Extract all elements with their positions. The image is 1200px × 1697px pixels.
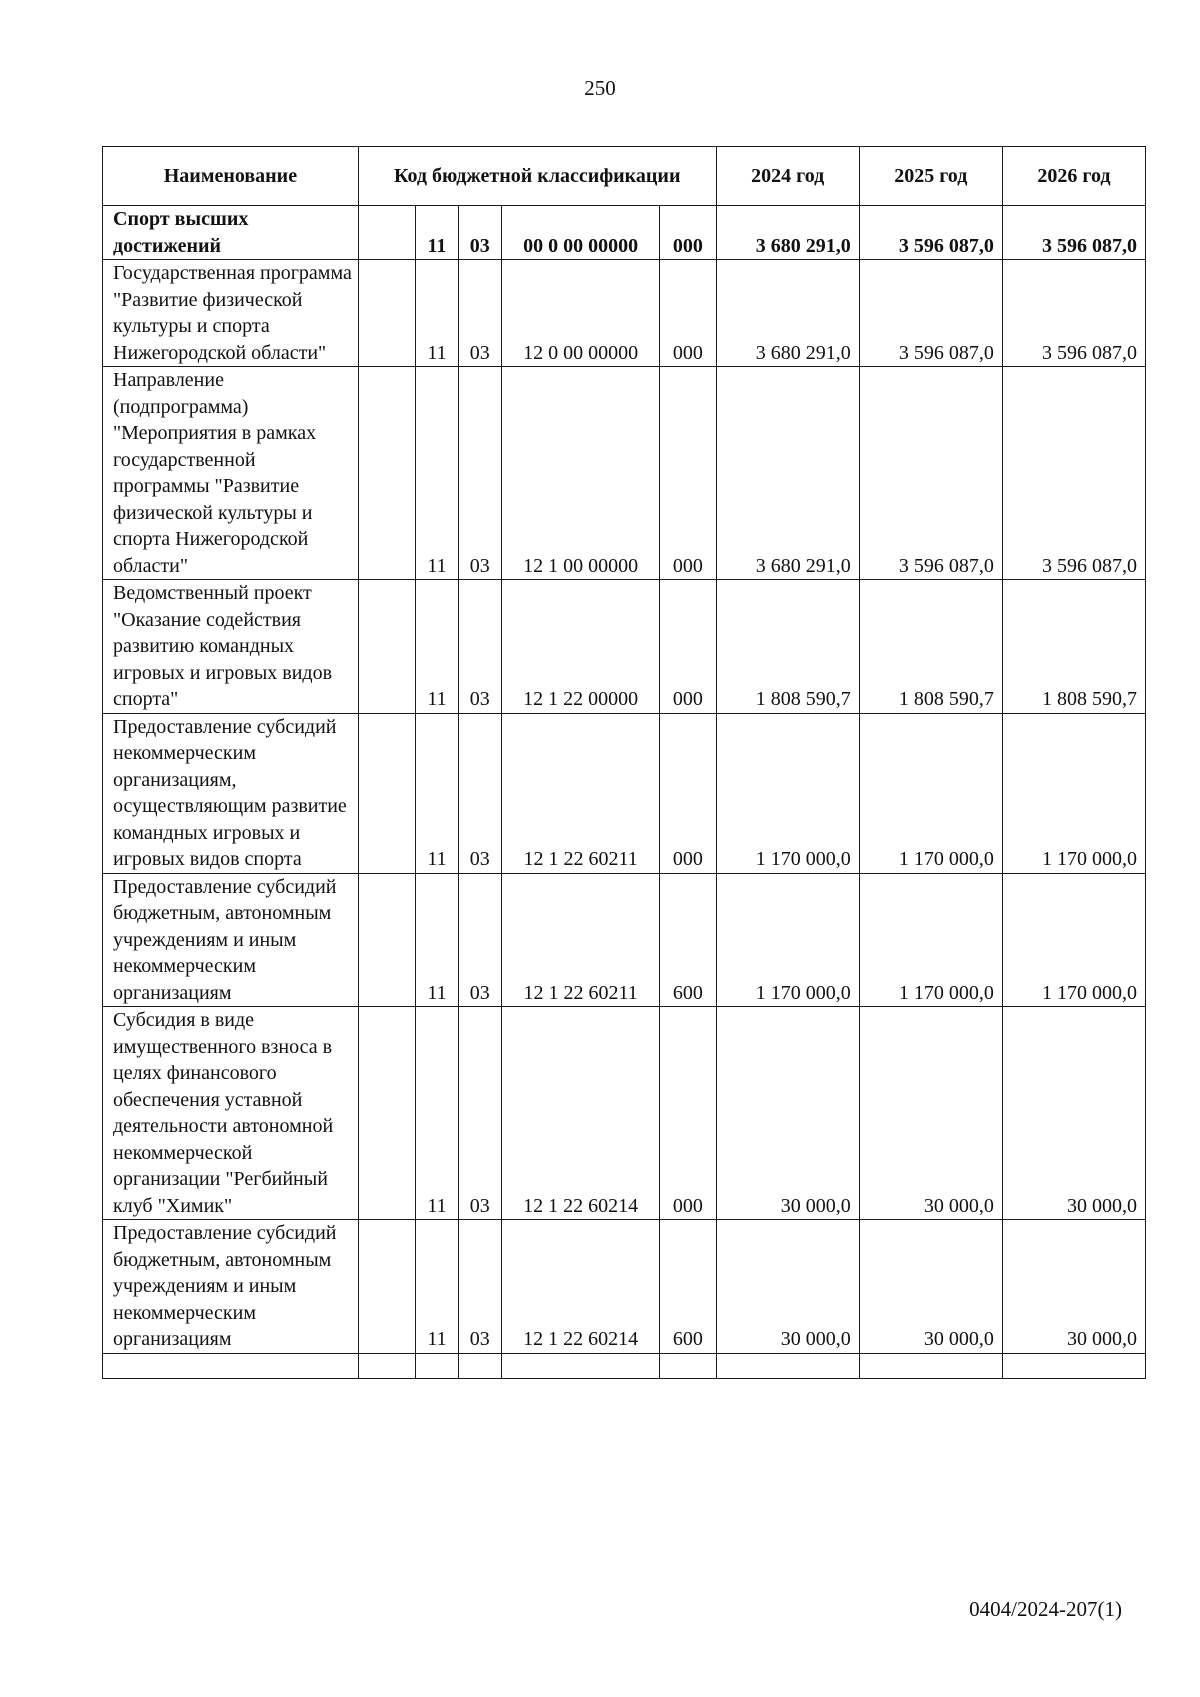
row-name: Ведомственный проект "Оказание содействия развитию командных игровых и игровых видов спорта" (103, 580, 359, 714)
row-amount-2026: 3 596 087,0 (1002, 206, 1145, 260)
row-amount-2024: 30 000,0 (716, 1007, 859, 1220)
row-amount-2026: 1 808 590,7 (1002, 580, 1145, 714)
row-blank-cell (358, 367, 415, 580)
empty-cell (416, 1353, 458, 1378)
page-number: 250 (584, 76, 616, 100)
row-section: 11 (416, 1220, 458, 1354)
row-amount-2025: 30 000,0 (859, 1220, 1002, 1354)
row-amount-2026: 1 170 000,0 (1002, 873, 1145, 1007)
row-section: 11 (416, 713, 458, 873)
header-2026: 2026 год (1002, 147, 1145, 206)
row-section: 11 (416, 206, 458, 260)
table-row-empty (103, 1353, 1146, 1378)
empty-cell (1002, 1353, 1145, 1378)
row-section: 11 (416, 580, 458, 714)
row-blank-cell (358, 580, 415, 714)
row-amount-2024: 1 808 590,7 (716, 580, 859, 714)
header-2025: 2025 год (859, 147, 1002, 206)
row-blank-cell (358, 260, 415, 367)
row-section: 11 (416, 873, 458, 1007)
table-row (103, 1007, 1146, 1220)
table-header-row (103, 147, 1146, 206)
row-amount-2025: 3 596 087,0 (859, 206, 1002, 260)
row-blank-cell (358, 1007, 415, 1220)
table-row (103, 713, 1146, 873)
row-subsection: 03 (458, 580, 501, 714)
row-subsection: 03 (458, 206, 501, 260)
row-amount-2025: 1 170 000,0 (859, 713, 1002, 873)
table-row (103, 367, 1146, 580)
row-name: Предоставление субсидий бюджетным, автономным учреждениям и иным некоммерческим организациям (103, 1220, 359, 1354)
row-name: Направление (подпрограмма) "Мероприятия в рамках государственной программы "Развитие физической культуры и спорта Нижегородской области" (103, 367, 359, 580)
row-amount-2025: 3 596 087,0 (859, 260, 1002, 367)
row-amount-2026: 3 596 087,0 (1002, 260, 1145, 367)
row-expense-type: 600 (660, 1220, 716, 1354)
row-section: 11 (416, 1007, 458, 1220)
row-amount-2026: 30 000,0 (1002, 1220, 1145, 1354)
empty-cell (358, 1353, 415, 1378)
row-subsection: 03 (458, 1220, 501, 1354)
row-expense-type: 000 (660, 713, 716, 873)
document-code: 0404/2024-207(1) (969, 1597, 1122, 1621)
row-amount-2025: 3 596 087,0 (859, 367, 1002, 580)
row-amount-2024: 3 680 291,0 (716, 260, 859, 367)
empty-cell (859, 1353, 1002, 1378)
row-amount-2024: 1 170 000,0 (716, 873, 859, 1007)
row-name: Субсидия в виде имущественного взноса в целях финансового обеспечения уставной деятельности автономной некоммерческой организации "Регбийный клуб "Химик" (103, 1007, 359, 1220)
header-name: Наименование (103, 147, 359, 206)
row-expense-type: 000 (660, 367, 716, 580)
row-amount-2025: 1 808 590,7 (859, 580, 1002, 714)
row-blank-cell (358, 873, 415, 1007)
row-expense-type: 000 (660, 580, 716, 714)
header-code: Код бюджетной классификации (358, 147, 716, 206)
row-expense-type: 600 (660, 873, 716, 1007)
row-subsection: 03 (458, 873, 501, 1007)
row-target-code: 12 1 00 00000 (501, 367, 659, 580)
empty-cell (716, 1353, 859, 1378)
row-blank-cell (358, 713, 415, 873)
table-row (103, 1220, 1146, 1354)
row-name: Спорт высших достижений (103, 206, 359, 260)
table-row (103, 260, 1146, 367)
budget-table (102, 146, 1146, 1379)
empty-cell (458, 1353, 501, 1378)
row-expense-type: 000 (660, 1007, 716, 1220)
row-target-code: 12 1 22 60214 (501, 1007, 659, 1220)
row-blank-cell (358, 1220, 415, 1354)
row-amount-2024: 3 680 291,0 (716, 367, 859, 580)
row-name: Предоставление субсидий бюджетным, автономным учреждениям и иным некоммерческим организациям (103, 873, 359, 1007)
row-subsection: 03 (458, 260, 501, 367)
row-amount-2026: 1 170 000,0 (1002, 713, 1145, 873)
row-target-code: 12 1 22 60211 (501, 713, 659, 873)
table-row (103, 873, 1146, 1007)
row-target-code: 12 1 22 60214 (501, 1220, 659, 1354)
row-target-code: 12 1 22 60211 (501, 873, 659, 1007)
header-2024: 2024 год (716, 147, 859, 206)
table-row (103, 206, 1146, 260)
row-target-code: 12 0 00 00000 (501, 260, 659, 367)
empty-cell (660, 1353, 716, 1378)
row-expense-type: 000 (660, 206, 716, 260)
row-target-code: 00 0 00 00000 (501, 206, 659, 260)
row-amount-2024: 30 000,0 (716, 1220, 859, 1354)
table-row (103, 580, 1146, 714)
row-amount-2024: 1 170 000,0 (716, 713, 859, 873)
row-amount-2025: 1 170 000,0 (859, 873, 1002, 1007)
row-subsection: 03 (458, 1007, 501, 1220)
row-amount-2024: 3 680 291,0 (716, 206, 859, 260)
row-name: Предоставление субсидий некоммерческим организациям, осуществляющим развитие командных игровых и игровых видов спорта (103, 713, 359, 873)
row-expense-type: 000 (660, 260, 716, 367)
row-amount-2025: 30 000,0 (859, 1007, 1002, 1220)
row-section: 11 (416, 367, 458, 580)
row-blank-cell (358, 206, 415, 260)
empty-cell (103, 1353, 359, 1378)
row-amount-2026: 30 000,0 (1002, 1007, 1145, 1220)
row-section: 11 (416, 260, 458, 367)
row-subsection: 03 (458, 713, 501, 873)
row-amount-2026: 3 596 087,0 (1002, 367, 1145, 580)
empty-cell (501, 1353, 659, 1378)
row-name: Государственная программа "Развитие физической культуры и спорта Нижегородской области" (103, 260, 359, 367)
row-target-code: 12 1 22 00000 (501, 580, 659, 714)
row-subsection: 03 (458, 367, 501, 580)
